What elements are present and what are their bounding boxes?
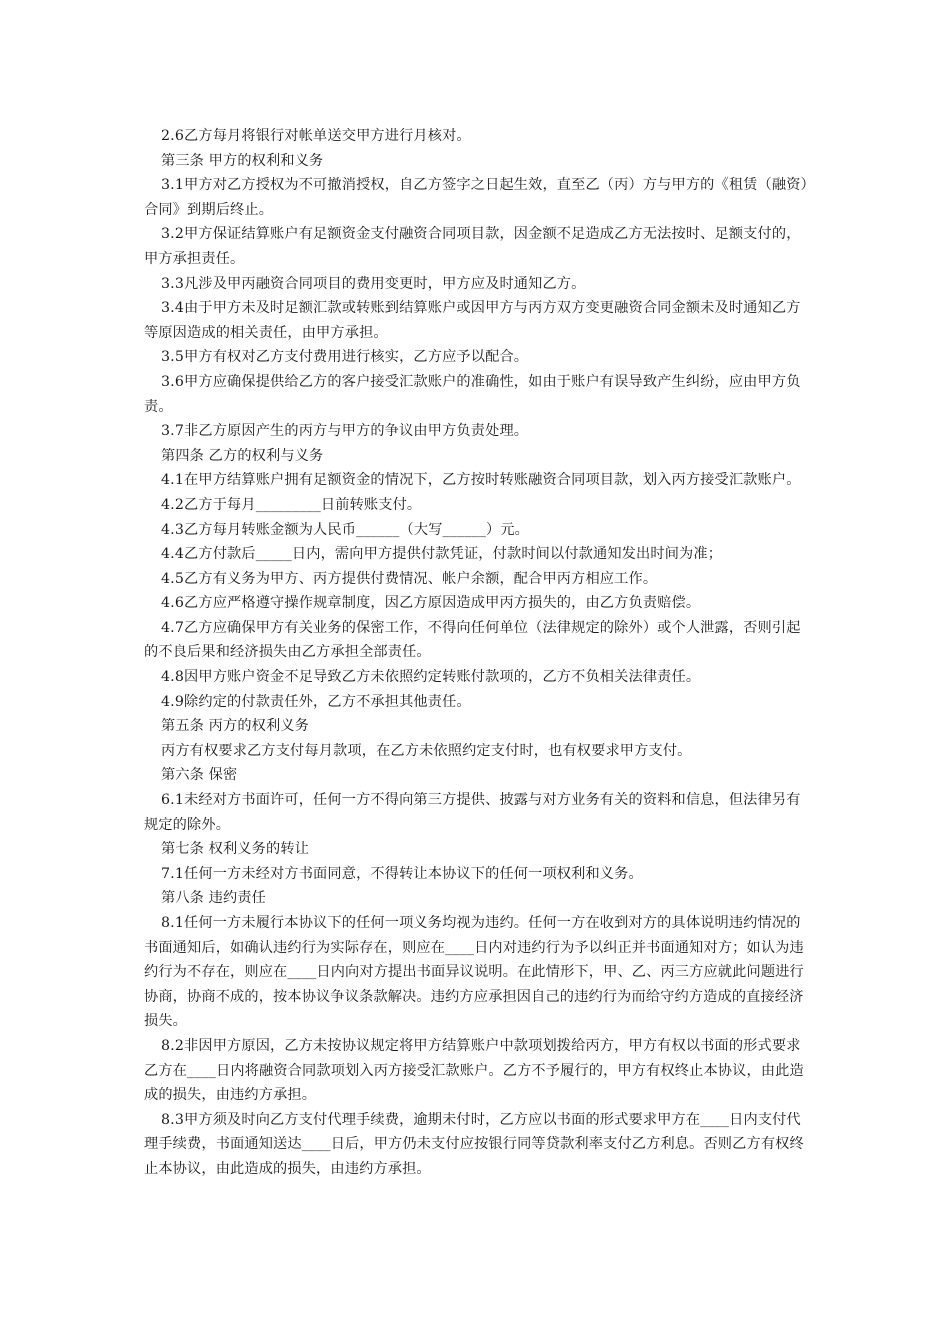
clause-3-4: 3.4由于甲方未及时足额汇款或转账到结算账户或因甲方与丙方双方变更融资合同金额未及时通知乙方等原因造成的相关责任，由甲方承担。 bbox=[144, 300, 801, 341]
clause-2-6: 2.6乙方每月将银行对帐单送交甲方进行月核对。 bbox=[161, 128, 471, 144]
clause-4-6: 4.6乙方应严格遵守操作规章制度，因乙方原因造成甲丙方损失的，由乙方负责赔偿。 bbox=[161, 595, 701, 612]
clause-3-7: 3.7非乙方原因产生的丙方与甲方的争议由甲方负责处理。 bbox=[161, 423, 529, 440]
clause-3-6: 3.6甲方应确保提供给乙方的客户接受汇款账户的准确性，如由于账户有误导致产生纠纷，应由甲方负责。 bbox=[144, 373, 801, 415]
clause-5-body: 丙方有权要求乙方支付每月款项，在乙方未依照约定支付时，也有权要求甲方支付。 bbox=[161, 742, 692, 759]
clause-3-3: 3.3凡涉及甲丙融资合同项目的费用变更时，甲方应及时通知乙方。 bbox=[161, 275, 586, 292]
article-4-heading: 第四条 乙方的权利与义务 bbox=[161, 447, 324, 464]
clause-8-3: 8.3甲方须及时向乙方支付代理手续费，逾期未付时，乙方应以书面的形式要求甲方在____日内支付代理手续费，书面通知送达____日后，甲方仍未支付应按银行同等贷款利率支付乙方利息。否则乙方有权终止本协议，由此造成的损失，由违约方承担。 bbox=[144, 1111, 804, 1177]
article-6-heading: 第六条 保密 bbox=[161, 767, 238, 784]
article-7-heading: 第七条 权利义务的转让 bbox=[161, 841, 310, 858]
clause-4-5: 4.5乙方有义务为甲方、丙方提供付费情况、帐户余额，配合甲丙方相应工作。 bbox=[161, 570, 658, 587]
clause-3-2: 3.2甲方保证结算账户有足额资金支付融资合同项目款，因金额不足造成乙方无法按时、足额支付的，甲方承担责任。 bbox=[144, 226, 801, 267]
clause-4-4: 4.4乙方付款后_____日内，需向甲方提供付款凭证，付款时间以付款通知发出时间为准； bbox=[161, 546, 723, 563]
clause-4-1: 4.1在甲方结算账户拥有足额资金的情况下，乙方按时转账融资合同项目款，划入丙方接受汇款账户。 bbox=[161, 472, 801, 489]
clause-4-9: 4.9除约定的付款责任外，乙方不承担其他责任。 bbox=[161, 693, 471, 710]
clause-4-2: 4.2乙方于每月_________日前转账支付。 bbox=[161, 496, 422, 513]
clause-7-1: 7.1任何一方未经对方书面同意，不得转让本协议下的任何一项权利和义务。 bbox=[161, 865, 643, 882]
clause-3-1: 3.1甲方对乙方授权为不可撤消授权，自乙方签字之日起生效，直至乙（丙）方与甲方的《租赁（融资）合同》到期后终止。 bbox=[144, 177, 808, 218]
clause-6-1: 6.1未经对方书面许可，任何一方不得向第三方提供、披露与对方业务有关的资料和信息，但法律另有规定的除外。 bbox=[144, 792, 801, 833]
document-body bbox=[144, 124, 808, 1182]
clause-3-5: 3.5甲方有权对乙方支付费用进行核实，乙方应予以配合。 bbox=[161, 349, 529, 366]
clause-8-2: 8.2非因甲方原因，乙方未按协议规定将甲方结算账户中款项划拨给丙方，甲方有权以书面的形式要求乙方在____日内将融资合同款项划入丙方接受汇款账户。乙方不予履行的，甲方有权终止本协议，由此造成的损失，由违约方承担。 bbox=[144, 1037, 804, 1104]
clause-8-1: 8.1任何一方未履行本协议下的任何一项义务均视为违约。任何一方在收到对方的具体说明违约情况的书面通知后，如确认违约行为实际存在，则应在____日内对违约行为予以纠正并书面通知对方；如认为违约行为不存在，则应在____日内向对方提出书面异议说明。在此情形下，甲、乙、丙三方应就此问题进行协商，协商不成的，按本协议争议条款解决。违约方应承担因自己的违约行为而给守约方造成的直接经济损失。 bbox=[144, 915, 804, 1030]
article-8-heading: 第八条 违约责任 bbox=[161, 890, 267, 907]
clause-4-3: 4.3乙方每月转账金额为人民币______（大写______）元。 bbox=[161, 521, 530, 538]
article-5-heading: 第五条 丙方的权利义务 bbox=[161, 718, 310, 735]
article-3-heading: 第三条 甲方的权利和义务 bbox=[161, 152, 324, 169]
clause-4-7: 4.7乙方应确保甲方有关业务的保密工作，不得向任何单位（法律规定的除外）或个人泄露，否则引起的不良后果和经济损失由乙方承担全部责任。 bbox=[144, 619, 801, 661]
clause-4-8: 4.8因甲方账户资金不足导致乙方未依照约定转账付款项的，乙方不负相关法律责任。 bbox=[161, 669, 701, 686]
